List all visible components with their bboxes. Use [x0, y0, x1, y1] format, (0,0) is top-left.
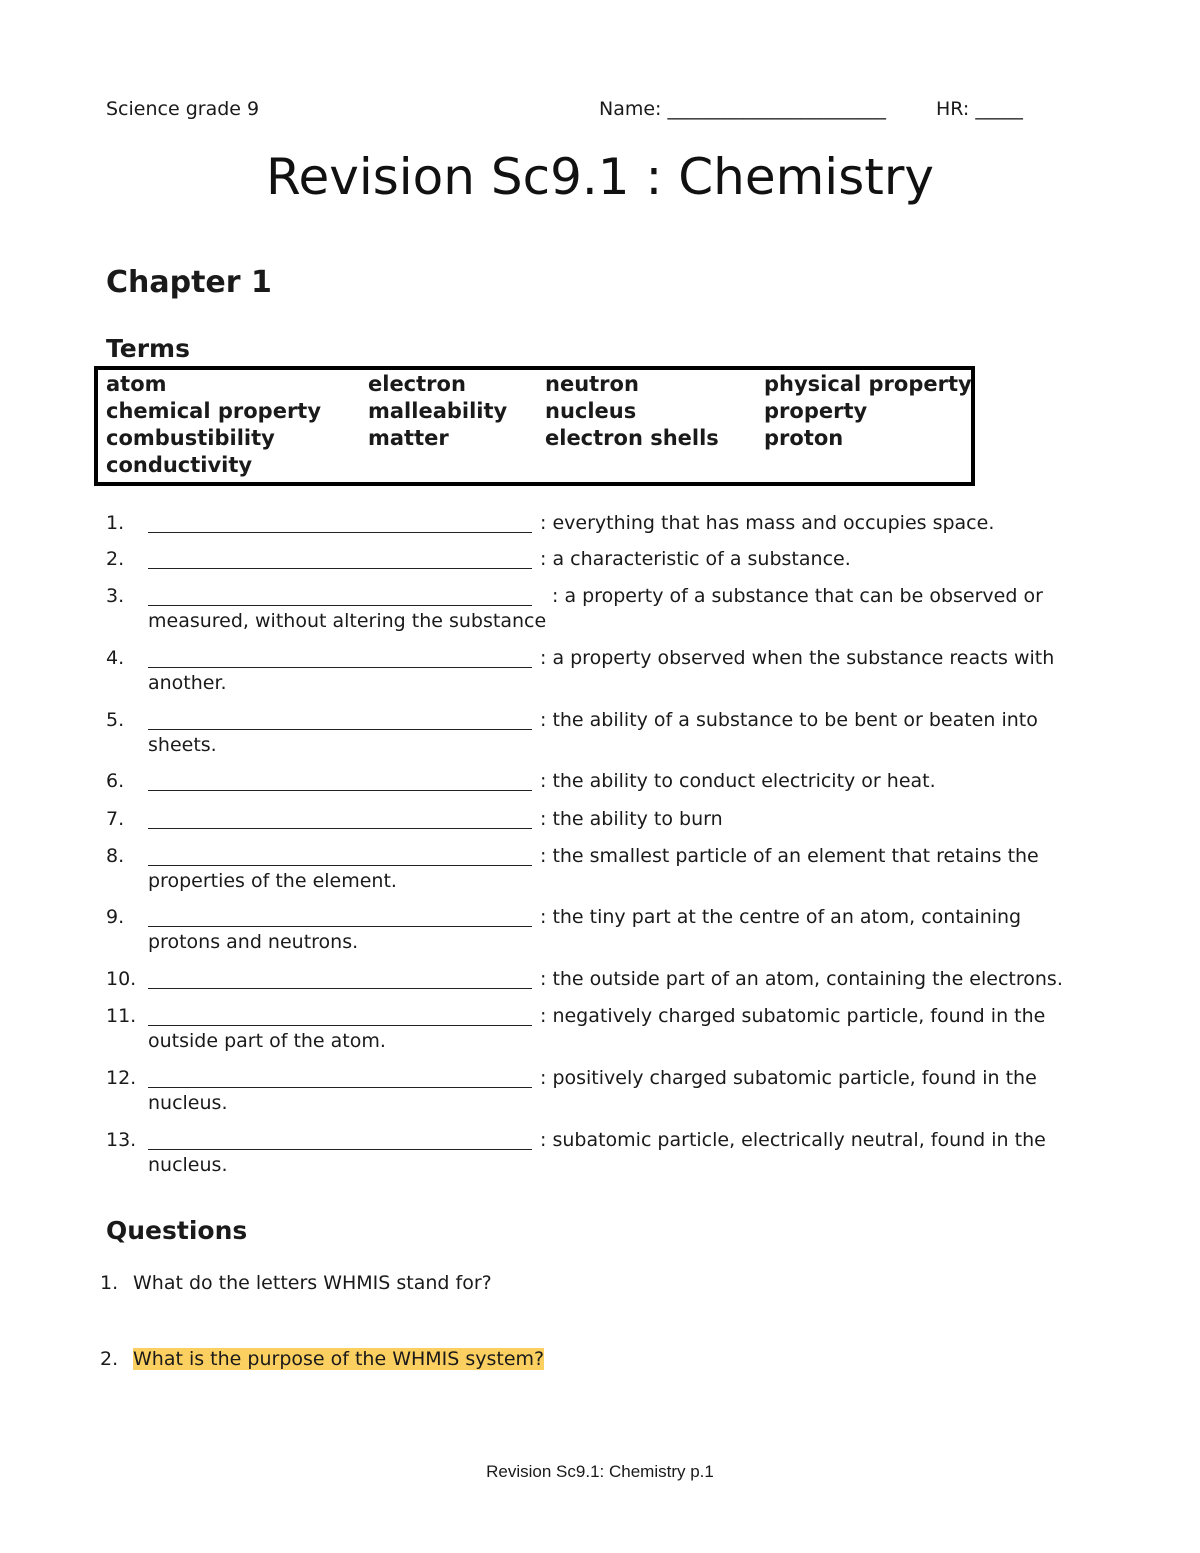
definition-cont: another. — [148, 672, 227, 694]
answer-blank[interactable] — [148, 1149, 532, 1150]
answer-blank[interactable] — [148, 828, 532, 829]
item-number: 7. — [106, 808, 125, 830]
term: matter — [368, 426, 449, 450]
definition-cont: properties of the element. — [148, 870, 397, 892]
item-number: 2. — [106, 548, 125, 570]
item-number: 8. — [106, 845, 125, 867]
question-number: 1. — [100, 1272, 119, 1294]
definition: : the ability to burn — [540, 808, 723, 830]
term: chemical property — [106, 399, 322, 423]
definition: : subatomic particle, electrically neutral, found in the — [540, 1129, 1046, 1151]
definition-cont: protons and neutrons. — [148, 931, 359, 953]
item-number: 12. — [106, 1067, 137, 1089]
term: physical property — [764, 372, 972, 396]
answer-blank[interactable] — [148, 568, 532, 569]
course-label: Science grade 9 — [106, 98, 260, 120]
item-number: 4. — [106, 647, 125, 669]
definition-cont: nucleus. — [148, 1154, 228, 1176]
definition: : negatively charged subatomic particle, found in the — [540, 1005, 1046, 1027]
answer-blank[interactable] — [148, 729, 532, 730]
item-number: 11. — [106, 1005, 137, 1027]
answer-blank[interactable] — [148, 667, 532, 668]
definition: : the smallest particle of an element that retains the — [540, 845, 1039, 867]
term: neutron — [545, 372, 639, 396]
definition: : a property of a substance that can be observed or — [552, 585, 1043, 607]
definition: : the ability of a substance to be bent or beaten into — [540, 709, 1038, 731]
definition: : a characteristic of a substance. — [540, 548, 851, 570]
definition: : the ability to conduct electricity or heat. — [540, 770, 936, 792]
answer-blank[interactable] — [148, 865, 532, 866]
answer-blank[interactable] — [148, 926, 532, 927]
item-number: 10. — [106, 968, 137, 990]
terms-box — [94, 366, 975, 486]
item-number: 5. — [106, 709, 125, 731]
item-number: 9. — [106, 906, 125, 928]
definition-cont: outside part of the atom. — [148, 1030, 386, 1052]
definition-cont: sheets. — [148, 734, 217, 756]
item-number: 3. — [106, 585, 125, 607]
term: proton — [764, 426, 844, 450]
answer-blank[interactable] — [148, 988, 532, 989]
term: conductivity — [106, 453, 253, 477]
item-number: 6. — [106, 770, 125, 792]
answer-blank[interactable] — [148, 1025, 532, 1026]
terms-heading: Terms — [106, 334, 190, 363]
hr-field[interactable]: HR: _____ — [936, 98, 1023, 120]
name-field[interactable]: Name: _______________________ — [599, 98, 886, 120]
chapter-heading: Chapter 1 — [106, 265, 272, 300]
definition-cont: nucleus. — [148, 1092, 228, 1114]
term: nucleus — [545, 399, 637, 423]
answer-blank[interactable] — [148, 532, 532, 533]
definition: : everything that has mass and occupies space. — [540, 512, 995, 534]
question-number: 2. — [100, 1348, 119, 1370]
term: electron shells — [545, 426, 719, 450]
term: combustibility — [106, 426, 275, 450]
page-title: Revision Sc9.1 : Chemistry — [266, 148, 934, 206]
term: property — [764, 399, 868, 423]
answer-blank[interactable] — [148, 790, 532, 791]
answer-blank[interactable] — [148, 1087, 532, 1088]
term: malleability — [368, 399, 508, 423]
definition: : the outside part of an atom, containing the electrons. — [540, 968, 1063, 990]
term: electron — [368, 372, 466, 396]
term: atom — [106, 372, 167, 396]
definition: : a property observed when the substance reacts with — [540, 647, 1055, 669]
item-number: 1. — [106, 512, 125, 534]
definition-cont: measured, without altering the substance — [148, 610, 547, 632]
questions-heading: Questions — [106, 1216, 248, 1245]
definition: : positively charged subatomic particle, found in the — [540, 1067, 1037, 1089]
definition: : the tiny part at the centre of an atom, containing — [540, 906, 1022, 928]
question-text: What do the letters WHMIS stand for? — [133, 1272, 492, 1294]
question-text-highlighted: What is the purpose of the WHMIS system? — [133, 1348, 545, 1370]
item-number: 13. — [106, 1129, 137, 1151]
page-footer: Revision Sc9.1: Chemistry p.1 — [486, 1462, 714, 1481]
answer-blank[interactable] — [148, 605, 532, 606]
